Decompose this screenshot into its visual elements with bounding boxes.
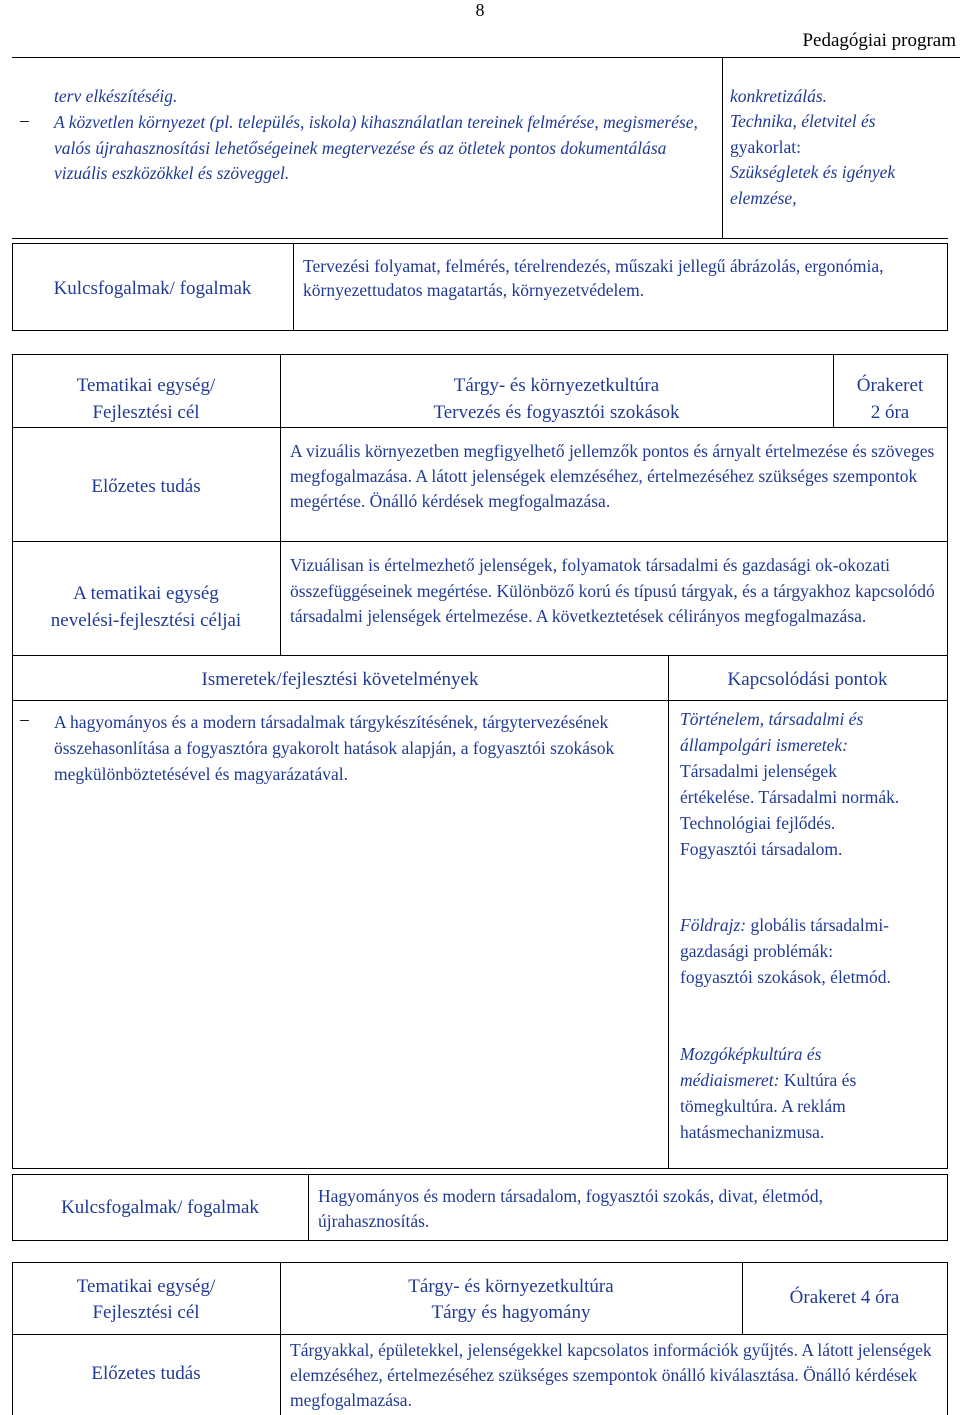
unit1-conn3 (680, 1041, 920, 1145)
unit1-label-line1: Tematikai egység/ (76, 375, 216, 396)
unit1-req-item (20, 709, 664, 787)
conn1-text: Társadalmi jelenségek értékelése. Társadalmi normák. Technológiai fejlődés. Fogyasztói társadalom. (680, 761, 900, 859)
unit1-hours-label: Órakeret (856, 375, 924, 396)
unit1-prior-label: Előzetes tudás (91, 476, 201, 497)
unit1-row1-bottom (12, 427, 948, 428)
kulcs2-right (947, 1174, 948, 1240)
top-left-item-text: A közvetlen környezet (pl. település, iskola) kihasználatlan tereinek felmérése, megismerése, valós újrahasznosítási lehetőségeinek megtervezése és az ötletek pontos dokumentálása vizuális eszközökkel és szöveggel. (54, 112, 698, 183)
top-right-konkret: konkretizálás. (730, 86, 828, 106)
unit2-title-line2: Tárgy és hagyomány (431, 1302, 591, 1323)
unit1-title-line2: Tervezés és fogyasztói szokások (433, 402, 680, 423)
top-right-topic: Szükségletek és igények elemzése, (730, 162, 896, 208)
unit1-row2-bottom (12, 541, 948, 542)
kulcs1-mid (293, 243, 294, 330)
unit1-goals-text: Vizuálisan is értelmezhető jelenségek, folyamatok társadalmi és gazdasági ok-okozati összefüggéseinek megértése. Különböző korú és típusú tárgyak, és a tárgyakhoz kapcsolódó társadalmi jelenségek értelmezése. A következtetések célirányos megfogalmazása. (290, 555, 935, 626)
top-left-list-item (20, 110, 704, 187)
unit2-title-line1: Tárgy- és környezetkultúra (408, 1276, 614, 1297)
unit1-top (12, 354, 948, 355)
unit2-label-line2: Fejlesztési cél (92, 1302, 200, 1323)
unit2-label-line1: Tematikai egység/ (76, 1276, 216, 1297)
unit2-title (280, 1274, 742, 1326)
unit2-prior-label: Előzetes tudás (91, 1363, 201, 1384)
unit2-hours: Órakeret 4 óra (789, 1287, 900, 1308)
kulcs2-top (12, 1174, 948, 1175)
unit1-conn2 (680, 912, 905, 990)
kulcs1-text: Tervezési folyamat, felmérés, térelrendezés, műszaki jellegű ábrázolás, ergonómia, környezettudatos magatartás, környezetvédelem. (303, 256, 884, 300)
kulcs1-label: Kulcsfogalmak/ fogalmak (53, 278, 252, 299)
unit2-prior-text: Tárgyakkal, épületekkel, jelenségekkel kapcsolatos információk gyűjtés. A látott jelenségek elemzéséhez, értelmezéséhez szükséges szempontok önálló kiválasztása. Önálló kérdések megfogalmazása. (290, 1340, 932, 1410)
unit1-req-item-text: A hagyományos és a modern társadalmak tárgykészítésének, tárgytervezésének összehasonlítása a fogyasztóra gyakorolt hatások alapján, a fogyasztói szokások megkülönböztetésével és magyarázatával. (54, 712, 615, 784)
kulcs1-bottom (12, 330, 948, 331)
unit2-right (947, 1262, 948, 1415)
kulcs1-top (12, 243, 948, 244)
top-right-subject (730, 109, 955, 160)
conn3-subject: Mozgóképkultúra és médiaismeret: (680, 1044, 822, 1090)
unit1-conn-header: Kapcsolódási pontok (727, 669, 888, 690)
unit1-label-line2: Fejlesztési cél (92, 402, 200, 423)
unit1-req-header: Ismeretek/fejlesztési követelmények (201, 669, 479, 690)
unit1-title-line1: Tárgy- és környezetkultúra (453, 375, 660, 396)
unit1-right (947, 354, 948, 1168)
unit1-req-header-bottom (12, 700, 948, 701)
document-title: Pedagógiai program (802, 30, 956, 51)
unit1-goals-label (12, 580, 280, 634)
unit1-goals-label-line1: A tematikai egység (73, 583, 219, 604)
conn1-subject: Történelem, társadalmi és állampolgári ismeretek: (680, 709, 864, 755)
kulcs2-label: Kulcsfogalmak/ fogalmak (61, 1197, 259, 1218)
dash-bullet: – (20, 110, 29, 130)
kulcs2-bottom (12, 1240, 948, 1241)
unit1-hours (833, 372, 947, 426)
unit2-label (12, 1274, 280, 1326)
conn3-text: Kultúra és tömegkultúra. A reklám hatásmechanizmusa. (680, 1070, 857, 1142)
unit1-prior-text: A vizuális környezetben megfigyelhető jellemzők pontos és árnyalt értelmezése és szöveges megfogalmazása. A látott jelenségek elemzéséhez, értelmezéséhez szükséges szempontok megértése. Önálló kérdések megfogalmazása. (290, 441, 935, 511)
conn2-subject: Földrajz: (680, 915, 747, 935)
unit1-goals-label-line2: nevelési-fejlesztési céljai (50, 610, 242, 631)
top-divider (722, 58, 723, 239)
unit1-col-conn (668, 655, 669, 1168)
top-left-line1: terv elkészítéséig. (54, 86, 178, 106)
top-table-bottom (12, 238, 948, 239)
unit1-title (280, 372, 833, 426)
unit1-row3-bottom (12, 655, 948, 656)
subject-name-rest: gyakorlat: (730, 136, 801, 157)
page-number: 8 (475, 0, 485, 20)
unit2-row1-bottom (12, 1334, 948, 1335)
kulcs1-right (947, 243, 948, 330)
unit1-conn1 (680, 706, 912, 862)
conn2-text: globális társadalmi-gazdasági problémák: fogyasztói szokások, életmód. (680, 915, 891, 987)
unit1-hours-value: 2 óra (870, 402, 910, 423)
dash-bullet: – (20, 709, 29, 729)
subject-name: Technika, életvitel és (730, 111, 876, 131)
unit1-label (12, 372, 280, 426)
unit1-bottom (12, 1168, 948, 1169)
kulcs2-mid (308, 1174, 309, 1240)
kulcs2-text: Hagyományos és modern társadalom, fogyasztói szokás, divat, életmód, újrahasznosítás. (318, 1186, 823, 1231)
header-rule (12, 57, 960, 58)
unit2-top (12, 1262, 948, 1263)
